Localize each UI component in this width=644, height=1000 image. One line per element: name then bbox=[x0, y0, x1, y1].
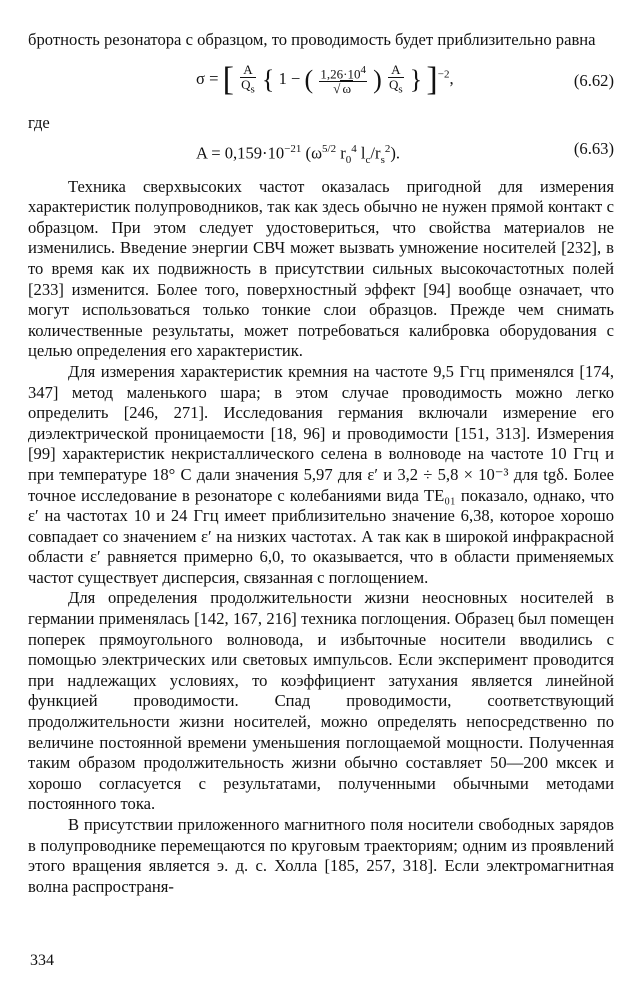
eq2-close: ). bbox=[390, 143, 401, 163]
intro-text: бротность резонатора с образцом, то проводимость будет приблизительно равна bbox=[28, 30, 596, 49]
paragraph-magnetic-field: В присутствии приложенного магнитного поля носители свободных зарядов в полупроводнике перемещаются по круговым траекториям; одним из проявлений этого вращения является э. д. с. Холла [185, 257, 318]. Если электромагнитная волна распространя- bbox=[28, 815, 614, 896]
paragraph-lifetime: Для определения продолжительности жизни неосновных носителей в германии применялась [142, 167, 216] техника поглощения. Образец был помещен поперек прямоугольного волновода, и избыточные носители вводились с помощью электрических или световых импульсов. Если эксперимент проводится при надлежащих условиях, то коэффициент затухания является линейной функцией проводимости. Спад проводимости, соответствующий продолжительности жизни носителей, можно определять непосредственно по величине постоянной времени уменьшения поглощаемой мощности. Полученная таким образом продолжительность жизни обычно составляет 50—200 мксек и хорошо согласуется с результатами, полученными обычными методами постоянного тока. bbox=[28, 588, 614, 814]
eq2-omega-exp: 5/2 bbox=[322, 142, 337, 155]
eq1-fraction-a-over-qs bbox=[240, 63, 256, 97]
equation-6-63-body bbox=[196, 139, 400, 170]
eq1-coef: 1,26·10 bbox=[320, 66, 361, 82]
eq1-paren-close: ) bbox=[373, 64, 382, 94]
eq1-tail: , bbox=[449, 68, 454, 88]
eq1-qs-sub-2: s bbox=[398, 83, 403, 96]
eq1-fraction-coef bbox=[319, 63, 367, 96]
equation-6-62-body bbox=[196, 60, 454, 98]
equation-6-63 bbox=[28, 135, 614, 165]
eq2-exp: −21 bbox=[284, 142, 302, 155]
eq1-lhs: σ = bbox=[196, 68, 219, 88]
eq1-brace-open: { bbox=[261, 64, 275, 94]
eq1-one-minus: 1 − bbox=[278, 68, 301, 88]
eq2-main: A = 0,159·10 bbox=[196, 143, 285, 163]
equation-6-62 bbox=[28, 55, 614, 107]
equation-number-6-63: (6.63) bbox=[573, 138, 614, 158]
eq1-bracket-close: ] bbox=[426, 60, 438, 98]
eq2-r0: r bbox=[336, 143, 346, 163]
eq2-omega: (ω bbox=[301, 143, 323, 163]
eq1-coef-exp: 4 bbox=[360, 63, 366, 76]
equation-number-6-62: (6.62) bbox=[573, 70, 614, 90]
eq1-bracket-open: [ bbox=[222, 60, 234, 98]
eq1-frac-den bbox=[240, 78, 256, 97]
eq1-frac-num: A bbox=[240, 63, 256, 78]
eq2-lc: l bbox=[356, 143, 366, 163]
paragraph-microwave-technique: Техника сверхвысоких частот оказалась пригодной для измерения характеристик полупроводников, так как здесь обычно не нужен прямой контакт с образцом. При этом следует удостовериться, что свойства материалов не изменились. Введение энергии СВЧ может вызвать умножение носителей [232], в то время как их подвижность в присутствии сильных высокочастотных полей [233] изменится. Более того, поверхностный эффект [94] вообще означает, что могут использоваться только тонкие слои образцов. Прежде чем снимать количественные результаты, может потребоваться калибровка оборудования с целью определения его характеристик. bbox=[28, 176, 614, 361]
eq2-rs: /r bbox=[370, 143, 381, 163]
eq1-coef-den: √ ω bbox=[333, 81, 351, 97]
where-word: где bbox=[28, 112, 50, 132]
eq2-r0-exp: 4 bbox=[351, 142, 357, 155]
eq1-fraction-a-over-qs-2 bbox=[388, 63, 404, 97]
eq1-frac2-num: A bbox=[388, 63, 404, 78]
eq2-r0-sub: 0 bbox=[345, 153, 352, 166]
eq1-qs-sub: s bbox=[250, 83, 255, 96]
eq2-rs-sub: s bbox=[380, 153, 385, 166]
eq1-frac2-den bbox=[388, 78, 404, 97]
page-number: 334 bbox=[30, 952, 54, 969]
eq1-power: −2 bbox=[437, 67, 450, 80]
page-body bbox=[28, 30, 614, 897]
eq1-brace-close: } bbox=[409, 64, 423, 94]
eq1-paren-open: ( bbox=[304, 64, 314, 94]
paragraph-silicon-measurement: Для измерения характеристик кремния на частоте 9,5 Ггц применялся [174, 347] метод маленького шара; в этом случае проводимость можно легко определить [246, 271]. Исследования германия включали измерение его диэлектрической проницаемости [18, 96] и проводимости [151, 313]. Измерения [99] характеристик некристаллического селена в волноводе на частоте 10 Ггц и при температуре 18° С дали значения 5,97 для ε′ и 3,2 ÷ 5,8 × 10⁻³ для tgδ. Более точное исследование в резонаторе с колебаниями вида TE₀₁ показало, однако, что ε′ на частотах 10 и 24 Ггц имеет приблизительно значение 6,38, которое хорошо совпадает со значением ε′ на низких частотах. А так как в широкой инфракрасной области ε′ равняется примерно 6,0, то оказывается, что в области применяемых частот существует дисперсия, связанная с поглощением. bbox=[28, 361, 614, 587]
eq1-qs: Q bbox=[241, 76, 251, 92]
eq2-lc-sub: c bbox=[365, 153, 371, 166]
eq1-qs-2: Q bbox=[388, 76, 399, 92]
eq1-sqrt-omega: ω bbox=[342, 81, 351, 97]
eq2-rs-exp: 2 bbox=[384, 142, 391, 155]
